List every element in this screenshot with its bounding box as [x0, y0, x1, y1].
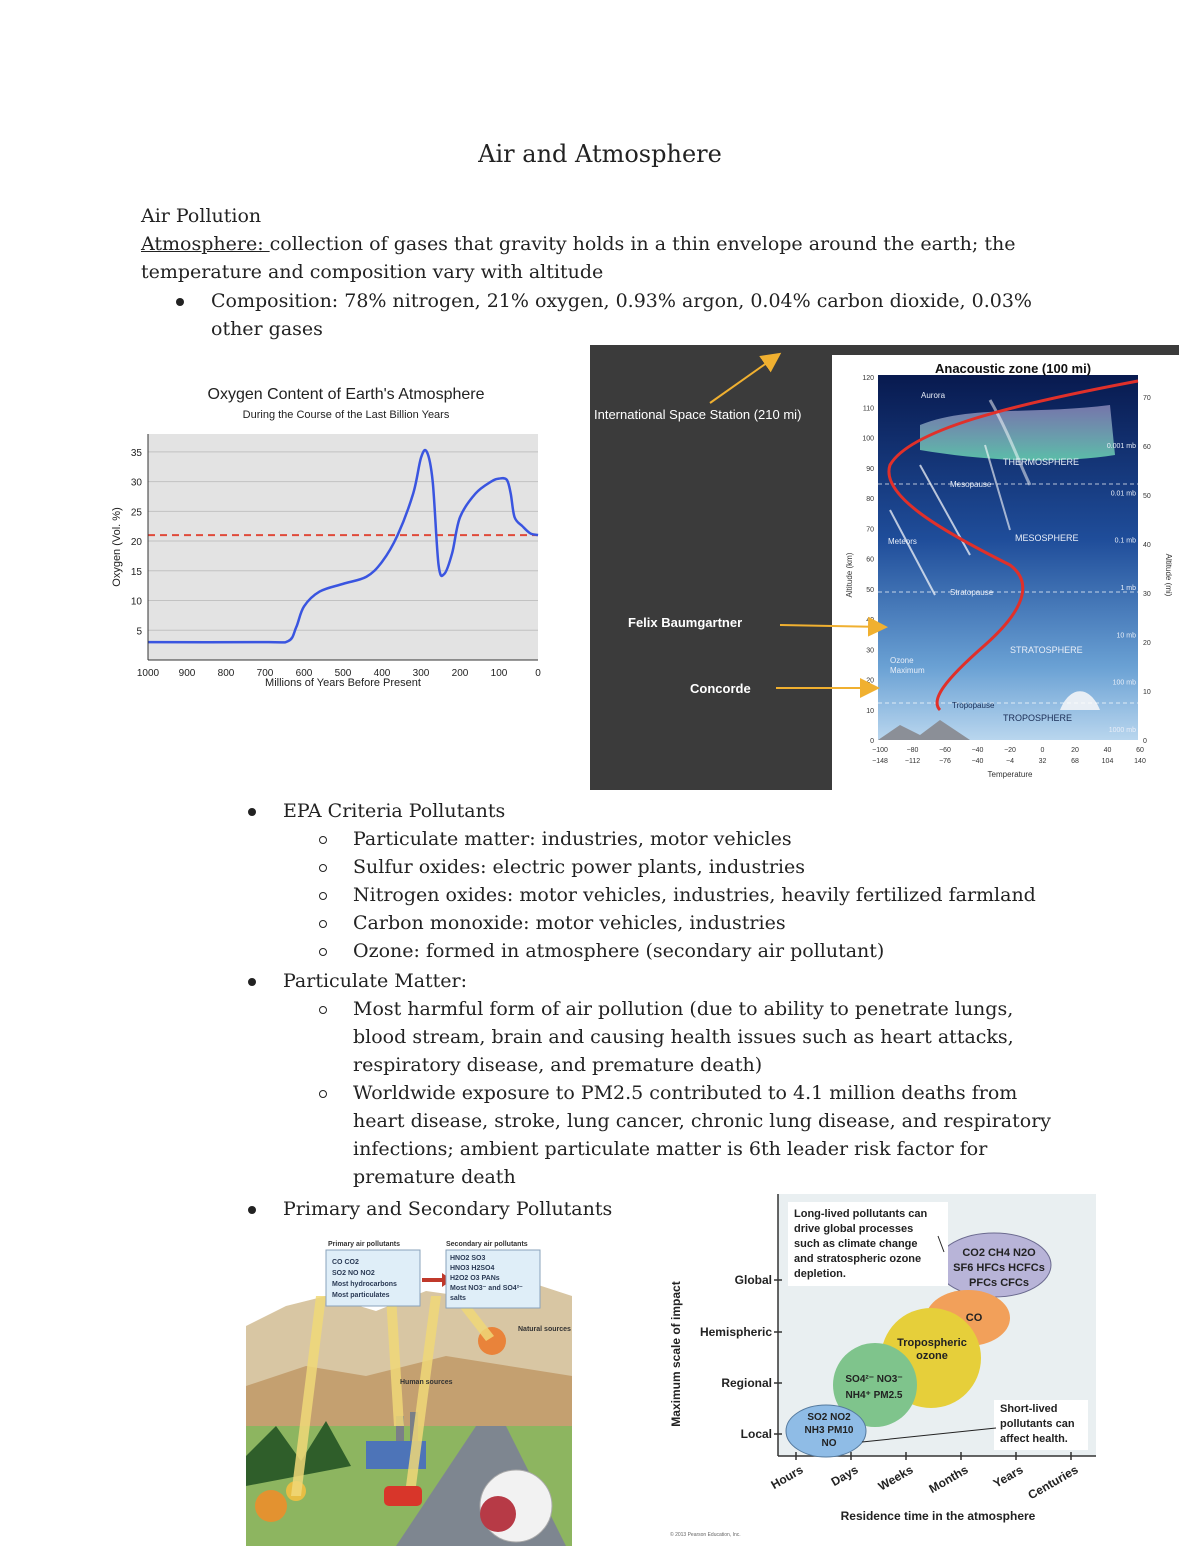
- co-text: CO: [965, 1312, 983, 1324]
- altitude-km-tick: 110: [862, 405, 874, 413]
- x-tick-label: 400: [373, 668, 391, 679]
- bubble-text-line: SO4²⁻ NO3⁻: [845, 1374, 903, 1385]
- scale-level-label: Hemispheric: [699, 1325, 772, 1339]
- time-levels: [768, 1452, 1080, 1502]
- circle-bullet-icon: [319, 864, 327, 872]
- secondary-pollutant-row: HNO3 H2SO4: [450, 1265, 495, 1272]
- primary-pollutant-row: Most hydrocarbons: [332, 1281, 397, 1288]
- altitude-mi-tick: 0: [1143, 738, 1147, 745]
- bubble-text-line: Short-lived: [1000, 1403, 1058, 1415]
- x-tick-label: 800: [217, 668, 235, 679]
- x-tick-label: 900: [178, 668, 196, 679]
- bubble-text-line: drive global processes: [794, 1223, 914, 1235]
- pressure-label: 1 mb: [1120, 585, 1136, 592]
- x-tick-label: 600: [295, 668, 313, 679]
- time-level-label: Centuries: [1025, 1462, 1081, 1503]
- primary-title: Primary air pollutants: [328, 1241, 400, 1248]
- altitude-km-tick: 100: [862, 435, 874, 443]
- bubble-text-line: such as climate change: [794, 1238, 918, 1250]
- pm-item2-line2: heart disease, stroke, lung cancer, chronic lung disease, and respiratory: [353, 1110, 1052, 1132]
- temperature-c-tick: −40: [971, 747, 984, 754]
- iss-arrow: [710, 355, 778, 403]
- natural-sources-label: Natural sources: [518, 1326, 571, 1333]
- bullet-icon: [248, 978, 256, 986]
- altitude-km-tick: 60: [866, 556, 874, 564]
- y-axis-label: Maximum scale of impact: [669, 1281, 683, 1427]
- bubble-text-line: SO2 NO2: [807, 1412, 851, 1423]
- scale-levels: [700, 1273, 782, 1441]
- time-level-label: Years: [990, 1462, 1026, 1491]
- time-level-label: Days: [828, 1462, 861, 1489]
- primary-pollutant-row: SO2 NO NO2: [332, 1270, 375, 1277]
- circle-bullet-icon: [319, 1090, 327, 1098]
- document-title: Air and Atmosphere: [478, 140, 722, 168]
- pollutant-sources-illustration: [246, 1236, 572, 1546]
- composition-line-1: Composition: 78% nitrogen, 21% oxygen, 0.93% argon, 0.04% carbon dioxide, 0.03%: [211, 290, 1032, 312]
- bubble-text-line: CO2 CH4 N2O: [962, 1247, 1036, 1259]
- ozone-maximum-label: Ozone: [890, 656, 914, 665]
- altitude-km-tick: 70: [866, 526, 874, 534]
- altitude-mi-tick: 20: [1143, 640, 1151, 647]
- mesosphere-label: MESOSPHERE: [1015, 533, 1079, 543]
- x-tick-label: 100: [490, 668, 508, 679]
- y-axis-label: Oxygen (Vol. %): [111, 507, 123, 587]
- ozone-maximum-label-2: Maximum: [890, 666, 925, 675]
- bubble-text-line: pollutants can: [1000, 1418, 1075, 1430]
- tropopause-label: Tropopause: [952, 701, 995, 710]
- epa-heading: EPA Criteria Pollutants: [283, 800, 506, 822]
- aurora-label: Aurora: [921, 391, 946, 400]
- meteors-label: Meteors: [888, 537, 917, 546]
- altitude-km-tick: 30: [866, 647, 874, 655]
- secondary-pollutant-row: salts: [450, 1295, 466, 1302]
- primary-pollutant-row: CO CO2: [332, 1259, 359, 1266]
- altitude-km-tick: 50: [866, 586, 874, 594]
- temperature-c-tick: 60: [1136, 747, 1144, 754]
- x-tick-label: 500: [334, 668, 352, 679]
- temperature-f-tick: −148: [872, 758, 888, 765]
- altitude-km-tick: 40: [866, 617, 874, 624]
- altitude-mi-tick: 40: [1143, 542, 1151, 549]
- bubble-text-line: Tropospheric: [897, 1337, 967, 1349]
- scale-level-label: Local: [740, 1427, 772, 1441]
- pressure-label: 0.01 mb: [1110, 490, 1136, 498]
- stratosphere-label: STRATOSPHERE: [1010, 645, 1083, 655]
- circle-bullet-icon: [319, 1006, 327, 1014]
- bubble-text-line: Long-lived pollutants can: [794, 1208, 928, 1220]
- epa-item: Ozone: formed in atmosphere (secondary air pollutant): [353, 940, 885, 962]
- y-tick-label: 15: [130, 566, 142, 578]
- secondary-pollutant-row: HNO2 SO3: [450, 1255, 486, 1262]
- chart-subtitle: During the Course of the Last Billion Years: [242, 409, 450, 421]
- circle-bullet-icon: [319, 892, 327, 900]
- secondary-pollutant-row: H2O2 O3 PANs: [450, 1275, 500, 1282]
- pm-item2-line1: Worldwide exposure to PM2.5 contributed to 4.1 million deaths from: [353, 1082, 1018, 1104]
- temperature-f-tick: −40: [971, 758, 984, 765]
- altitude-mi-tick: 60: [1143, 444, 1151, 451]
- temperature-c-ticks: [872, 747, 1144, 754]
- x-tick-label: 1000: [136, 668, 160, 679]
- altitude-km-tick: 20: [866, 677, 874, 685]
- primary-pollutant-row: Most particulates: [332, 1292, 390, 1299]
- altitude-mi-axis-label: Altitude (mi): [1164, 553, 1173, 597]
- y-tick-label: 25: [130, 507, 142, 519]
- forest-fire: [255, 1490, 287, 1522]
- scale-level-label: Global: [734, 1273, 772, 1287]
- time-level-label: Hours: [768, 1462, 806, 1492]
- secondary-title: Secondary air pollutants: [446, 1241, 528, 1248]
- y-tick-label: 30: [130, 477, 142, 489]
- epa-item: Sulfur oxides: electric power plants, industries: [353, 856, 805, 878]
- pressure-label: 1000 mb: [1108, 727, 1136, 734]
- mesopause-label: Mesopause: [950, 480, 992, 489]
- epa-item: Nitrogen oxides: motor vehicles, industries, heavily fertilized farmland: [353, 884, 1036, 906]
- definition-line-1: [141, 230, 1015, 258]
- pressure-label: 100 mb: [1112, 679, 1136, 687]
- x-tick-label: 700: [256, 668, 274, 679]
- bubble-text-line: NO: [821, 1438, 837, 1449]
- composition-line-2: other gases: [211, 318, 323, 340]
- altitude-km-tick: 0: [870, 738, 874, 745]
- chart-title: Oxygen Content of Earth's Atmosphere: [207, 386, 485, 403]
- bubble-text-line: affect health.: [1000, 1433, 1068, 1445]
- temperature-f-tick: −112: [904, 758, 921, 765]
- temperature-c-tick: −20: [1004, 747, 1016, 754]
- epa-item: Carbon monoxide: motor vehicles, industries: [353, 912, 786, 934]
- troposphere-label: TROPOSPHERE: [1003, 713, 1073, 723]
- pm-item1-line1: Most harmful form of air pollution (due to ability to penetrate lungs,: [353, 998, 1014, 1020]
- altitude-km-tick: 80: [866, 496, 874, 503]
- bullet-icon: [248, 808, 256, 816]
- temperature-c-tick: −60: [939, 747, 951, 754]
- temperature-axis-label: Temperature: [987, 770, 1033, 779]
- definition-term: Atmosphere:: [141, 233, 270, 255]
- altitude-km-tick: 90: [866, 465, 874, 473]
- altitude-km-axis-label: Altitude (km): [845, 552, 854, 598]
- definition-text: collection of gases that gravity holds in a thin envelope around the earth; the: [269, 233, 1016, 255]
- x-tick-label: 200: [451, 668, 469, 679]
- temperature-c-tick: 40: [1103, 747, 1112, 754]
- bubble-text-line: NH3 PM10: [804, 1425, 854, 1436]
- altitude-mi-tick: 70: [1143, 395, 1151, 402]
- bubble-text-line: and stratospheric ozone: [794, 1253, 922, 1265]
- epa-item: Particulate matter: industries, motor vehicles: [353, 828, 792, 850]
- y-tick-label: 35: [130, 447, 142, 459]
- felix-label: Felix Baumgartner: [628, 615, 743, 630]
- iss-label: International Space Station (210 mi): [594, 407, 802, 422]
- temperature-c-tick: 0: [1040, 747, 1045, 754]
- temperature-f-ticks: [872, 758, 1146, 765]
- pollutants-heading: Primary and Secondary Pollutants: [283, 1198, 613, 1220]
- bubble-text-line: SF6 HFCs HCFCs: [953, 1262, 1045, 1274]
- plot-area: [148, 434, 538, 660]
- temperature-f-tick: 32: [1038, 758, 1047, 765]
- pm-item2-line4: premature death: [353, 1166, 516, 1188]
- pressure-label: 10 mb: [1116, 632, 1136, 640]
- y-tick-label: 5: [136, 626, 142, 638]
- time-level-label: Months: [926, 1462, 971, 1496]
- x-axis-label: Residence time in the atmosphere: [840, 1509, 1036, 1523]
- bubble-text-line: NH4⁺ PM2.5: [845, 1390, 903, 1401]
- x-axis-label: Millions of Years Before Present: [265, 677, 421, 689]
- pressure-label: 0.1 mb: [1114, 537, 1136, 545]
- concorde-label: Concorde: [690, 681, 751, 696]
- circle-bullet-icon: [319, 920, 327, 928]
- time-level-label: Weeks: [875, 1462, 916, 1494]
- thermosphere-label: THERMOSPHERE: [1003, 457, 1080, 467]
- pm-item1-line3: respiratory disease, and premature death): [353, 1054, 763, 1076]
- temperature-f-tick: −4: [1006, 758, 1014, 765]
- copyright-text: © 2013 Pearson Education, Inc.: [670, 1532, 741, 1538]
- altitude-mi-tick: 10: [1143, 689, 1151, 696]
- bubble-text-line: depletion.: [794, 1268, 846, 1280]
- pm-heading: Particulate Matter:: [283, 970, 468, 992]
- bullet-icon: [248, 1206, 256, 1214]
- x-tick-label: 300: [412, 668, 430, 679]
- temperature-f-tick: −76: [939, 758, 951, 765]
- oxygen-chart: [100, 372, 570, 702]
- scale-level-label: Regional: [721, 1376, 772, 1390]
- temperature-c-tick: 20: [1071, 747, 1079, 754]
- bubble-text-line: PFCs CFCs: [969, 1277, 1029, 1289]
- secondary-pollutant-row: Most NO3⁻ and SO4²⁻: [450, 1285, 523, 1292]
- atmosphere-figure: [590, 345, 1179, 790]
- section-heading: Air Pollution: [141, 205, 262, 227]
- x-tick-label: 0: [535, 668, 541, 679]
- temperature-f-tick: 104: [1101, 758, 1114, 765]
- temperature-c-tick: −80: [906, 747, 919, 754]
- anacoustic-label: Anacoustic zone (100 mi): [935, 361, 1092, 376]
- altitude-km-tick: 10: [866, 707, 874, 715]
- definition-line-2: temperature and composition vary with altitude: [141, 261, 604, 283]
- circle-bullet-icon: [319, 836, 327, 844]
- temperature-f-tick: 140: [1134, 758, 1146, 765]
- y-ticks: [131, 448, 143, 637]
- human-sources-label: Human sources: [400, 1379, 453, 1386]
- y-tick-label: 10: [130, 596, 142, 608]
- bullet-icon: [176, 298, 184, 306]
- y-tick-label: 20: [130, 537, 142, 549]
- pressure-label: 0.001 mb: [1106, 443, 1136, 450]
- pm-item1-line2: blood stream, brain and causing health issues such as heart attacks,: [353, 1026, 1014, 1048]
- altitude-km-tick: 120: [862, 375, 874, 382]
- temperature-f-tick: 68: [1071, 758, 1079, 765]
- temperature-c-tick: −100: [872, 747, 888, 754]
- pm-item2-line3: infections; ambient particulate matter is 6th leader risk factor for: [353, 1138, 988, 1160]
- circle-bullet-icon: [319, 948, 327, 956]
- car: [384, 1486, 422, 1506]
- stratopause-label: Stratopause: [950, 588, 994, 597]
- altitude-mi-tick: 50: [1143, 493, 1151, 500]
- pollutant-scale-chart: [666, 1194, 1096, 1540]
- bubble-text-line: ozone: [916, 1350, 948, 1362]
- altitude-mi-tick: 30: [1143, 591, 1151, 598]
